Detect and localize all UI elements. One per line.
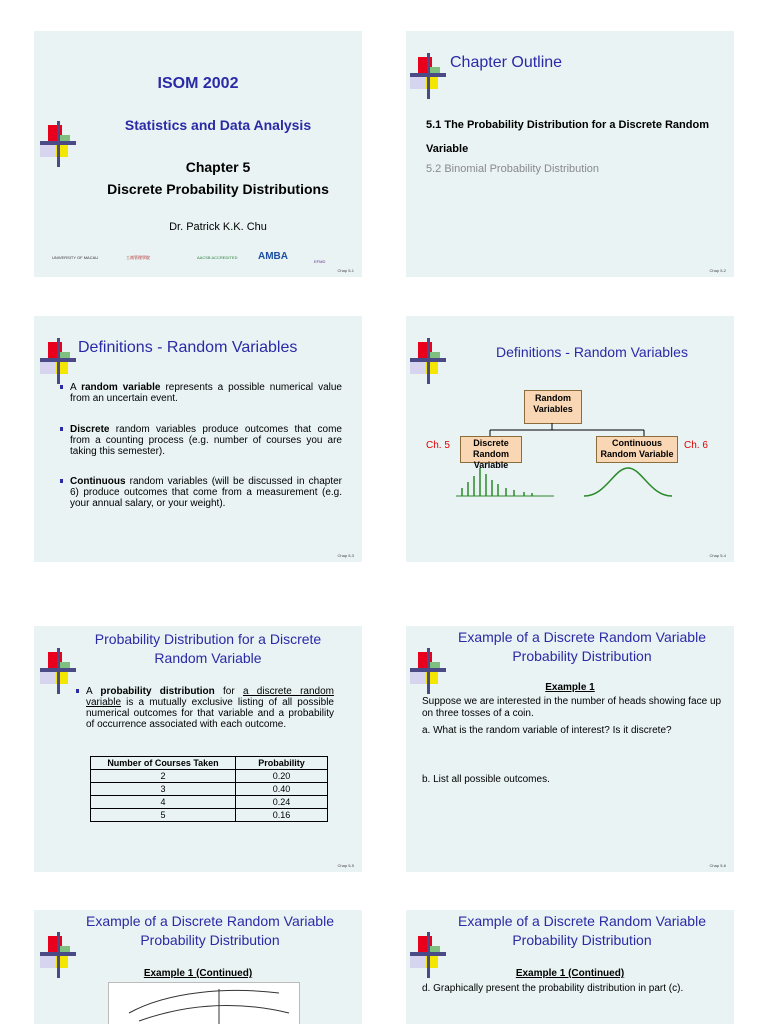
page-number: Chap 5-1 — [337, 268, 354, 273]
example-intro: Suppose we are interested in the number of heads showing face up on three tosses of a coin. — [422, 696, 722, 719]
outline-item-1: 5.1 The Probability Distribution for a Discrete Random Variable — [426, 119, 709, 155]
page-number: Chap 5-3 — [337, 553, 354, 558]
slide-title: Example of a Discrete Random Variable Probability Distribution — [458, 913, 706, 948]
page-number: Chap 5-4 — [709, 553, 726, 558]
column-header: Probability — [236, 757, 328, 770]
efmd-logo: EFMD — [314, 259, 326, 264]
slide-5 — [34, 626, 362, 872]
slide-title: Definitions - Random Variables — [496, 344, 688, 360]
outline-item-2: 5.2 Binomial Probability Distribution — [426, 163, 600, 175]
slide-title: Probability Distribution for a Discrete Random Variable — [94, 631, 322, 666]
chapter-5-label: Ch. 5 — [426, 440, 450, 451]
page-number: Chap 5-5 — [337, 863, 354, 868]
cross-logo-icon — [40, 648, 76, 694]
continuous-curve-icon — [584, 468, 672, 496]
example-heading: Example 1 (Continued) — [143, 968, 253, 979]
discrete-rv-box: Discrete Random Variable — [460, 436, 522, 463]
bullet-discrete: Discrete random variables produce outcomes that come from a counting process (e.g. number of courses you are taking this semester). — [70, 424, 342, 457]
slide-3 — [34, 316, 362, 562]
slide-1 — [34, 31, 362, 277]
aacsb-logo: AACSB ACCREDITED — [197, 255, 238, 260]
table-row: 4 0.24 — [91, 796, 328, 809]
slide-title: Example of a Discrete Random Variable Probability Distribution — [458, 629, 706, 664]
slide-title: Example of a Discrete Random Variable Probability Distribution — [86, 913, 334, 948]
fba-logo: 工商管理學院 — [126, 255, 150, 260]
slide-8 — [406, 910, 734, 1024]
course-code: ISOM 2002 — [157, 75, 239, 92]
tree-connectors — [406, 316, 734, 562]
table-header-row — [91, 757, 328, 770]
column-header: Number of Courses Taken — [91, 757, 236, 770]
table-row: 2 0.20 — [91, 770, 328, 783]
tree-diagram-image — [108, 982, 300, 1024]
continuous-rv-box: Continuous Random Variable — [596, 436, 678, 463]
example-heading: Example 1 — [545, 682, 595, 693]
question-a: a. What is the random variable of interest? Is it discrete? — [422, 725, 672, 736]
chapter-title: Discrete Probability Distributions — [107, 181, 329, 197]
bullet-random-variable: A random variable represents a possible numerical value from an uncertain event. — [70, 382, 342, 404]
course-subtitle: Statistics and Data Analysis — [124, 117, 312, 133]
author: Dr. Patrick K.K. Chu — [169, 221, 267, 233]
accreditation-logos — [52, 249, 352, 269]
slide-4 — [406, 316, 734, 562]
question-d: d. Graphically present the probability distribution in part (c). — [422, 983, 684, 994]
chapter-number: Chapter 5 — [185, 159, 251, 175]
probability-table — [90, 756, 328, 822]
random-variables-box: Random Variables — [524, 390, 582, 424]
question-b: b. List all possible outcomes. — [422, 774, 550, 785]
slide-2 — [406, 31, 734, 277]
bullet-continuous: Continuous random variables (will be discussed in chapter 6) produce outcomes that come from a measurement (e.g. your annual salary, or your weight). — [70, 476, 342, 509]
table-row: 3 0.40 — [91, 783, 328, 796]
page-number: Chap 5-6 — [709, 863, 726, 868]
cross-logo-icon — [40, 338, 76, 384]
coin-tree-icon — [109, 983, 299, 1024]
page-number: Chap 5-2 — [709, 268, 726, 273]
definition-bullet: A probability distribution for a discrete random variable is a mutually exclusive listing of all possible numerical outcomes for that variable and a probability of occurrence associated with each outcome. — [86, 686, 334, 730]
slide-title: Definitions - Random Variables — [78, 339, 298, 356]
chapter-6-label: Ch. 6 — [684, 440, 708, 451]
table-row: 5 0.16 — [91, 809, 328, 822]
cross-logo-icon — [410, 53, 446, 99]
slide-7 — [34, 910, 362, 1024]
slide-6 — [406, 626, 734, 872]
discrete-spikes-icon — [456, 468, 554, 496]
example-heading: Example 1 (Continued) — [515, 968, 625, 979]
amba-logo: AMBA — [258, 251, 288, 262]
um-logo: UNIVERSITY OF MACAU — [52, 255, 99, 260]
cross-logo-icon — [40, 121, 76, 167]
slide-title: Chapter Outline — [450, 54, 563, 71]
